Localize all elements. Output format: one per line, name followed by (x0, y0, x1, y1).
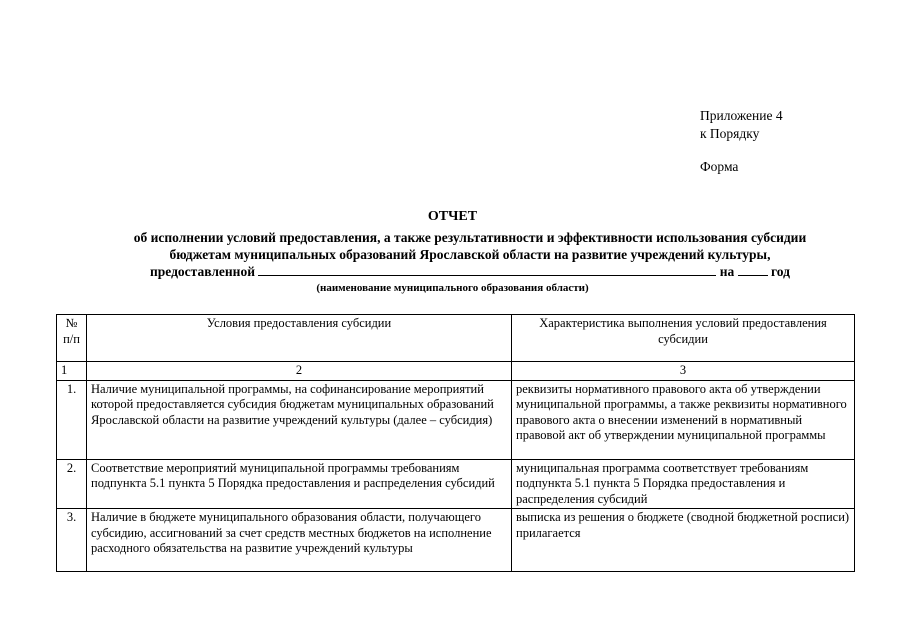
column-number-3: 3 (512, 362, 855, 381)
header-conditions: Условия предоставления субсидии (87, 315, 512, 362)
subtitle-provided-label: предоставленной (150, 264, 255, 279)
table-header-row (57, 315, 855, 362)
row-characteristic: реквизиты нормативного правового акта об утверждении муниципальной программы, а также реквизиты нормативного правового акта о внесении изменений в нормативный правовой акт об утверждении муниципальной программы (512, 380, 855, 459)
subtitle-line-2: бюджетам муниципальных образований Ярославской области на развитие учреждений культуры, (169, 247, 771, 262)
subtitle-year-label: год (771, 264, 790, 279)
row-number: 3. (57, 509, 87, 572)
row-characteristic: выписка из решения о бюджете (сводной бюджетной росписи) прилагается (512, 509, 855, 572)
row-condition: Наличие в бюджете муниципального образования области, получающего субсидию, ассигнований за счет средств местных бюджетов на исполнение расходного обязательства на развитие учреждений культуры (87, 509, 512, 572)
table-row (57, 380, 855, 459)
column-number-2: 2 (87, 362, 512, 381)
municipality-caption: (наименование муниципального образования области) (316, 282, 589, 294)
row-number: 1. (57, 380, 87, 459)
report-title: ОТЧЕТ (427, 209, 478, 224)
appendix-block (700, 107, 783, 143)
year-blank[interactable] (738, 263, 768, 276)
municipality-name-blank[interactable] (258, 263, 716, 276)
subtitle-line-1: об исполнении условий предоставления, а также результативности и эффективности использования субсидии (133, 230, 807, 245)
subtitle-line-3 (40, 263, 900, 280)
form-label: Форма (700, 159, 739, 174)
row-condition: Соответствие мероприятий муниципальной программы требованиям подпункта 5.1 пункта 5 Порядка предоставления и распределения субсидий (87, 459, 512, 509)
table-row (57, 509, 855, 572)
row-characteristic: муниципальная программа соответствует требованиям подпункта 5.1 пункта 5 Порядка предоставления и распределения субсидий (512, 459, 855, 509)
report-subtitle (40, 229, 900, 280)
conditions-table (56, 314, 855, 572)
appendix-number: Приложение 4 (700, 108, 783, 123)
subtitle-for-label: на (719, 264, 735, 279)
row-condition: Наличие муниципальной программы, на софинансирование мероприятий которой предоставляется субсидия бюджетам муниципальных образований Ярославской области на развитие учреждений культуры (далее – субсидия) (87, 380, 512, 459)
appendix-reference: к Порядку (700, 126, 760, 141)
header-characteristics: Характеристика выполнения условий предоставления субсидии (512, 315, 855, 362)
column-number-1: 1 (57, 362, 87, 381)
header-number: № п/п (57, 315, 87, 362)
row-number: 2. (57, 459, 87, 509)
column-number-row (57, 362, 855, 381)
table-row (57, 459, 855, 509)
